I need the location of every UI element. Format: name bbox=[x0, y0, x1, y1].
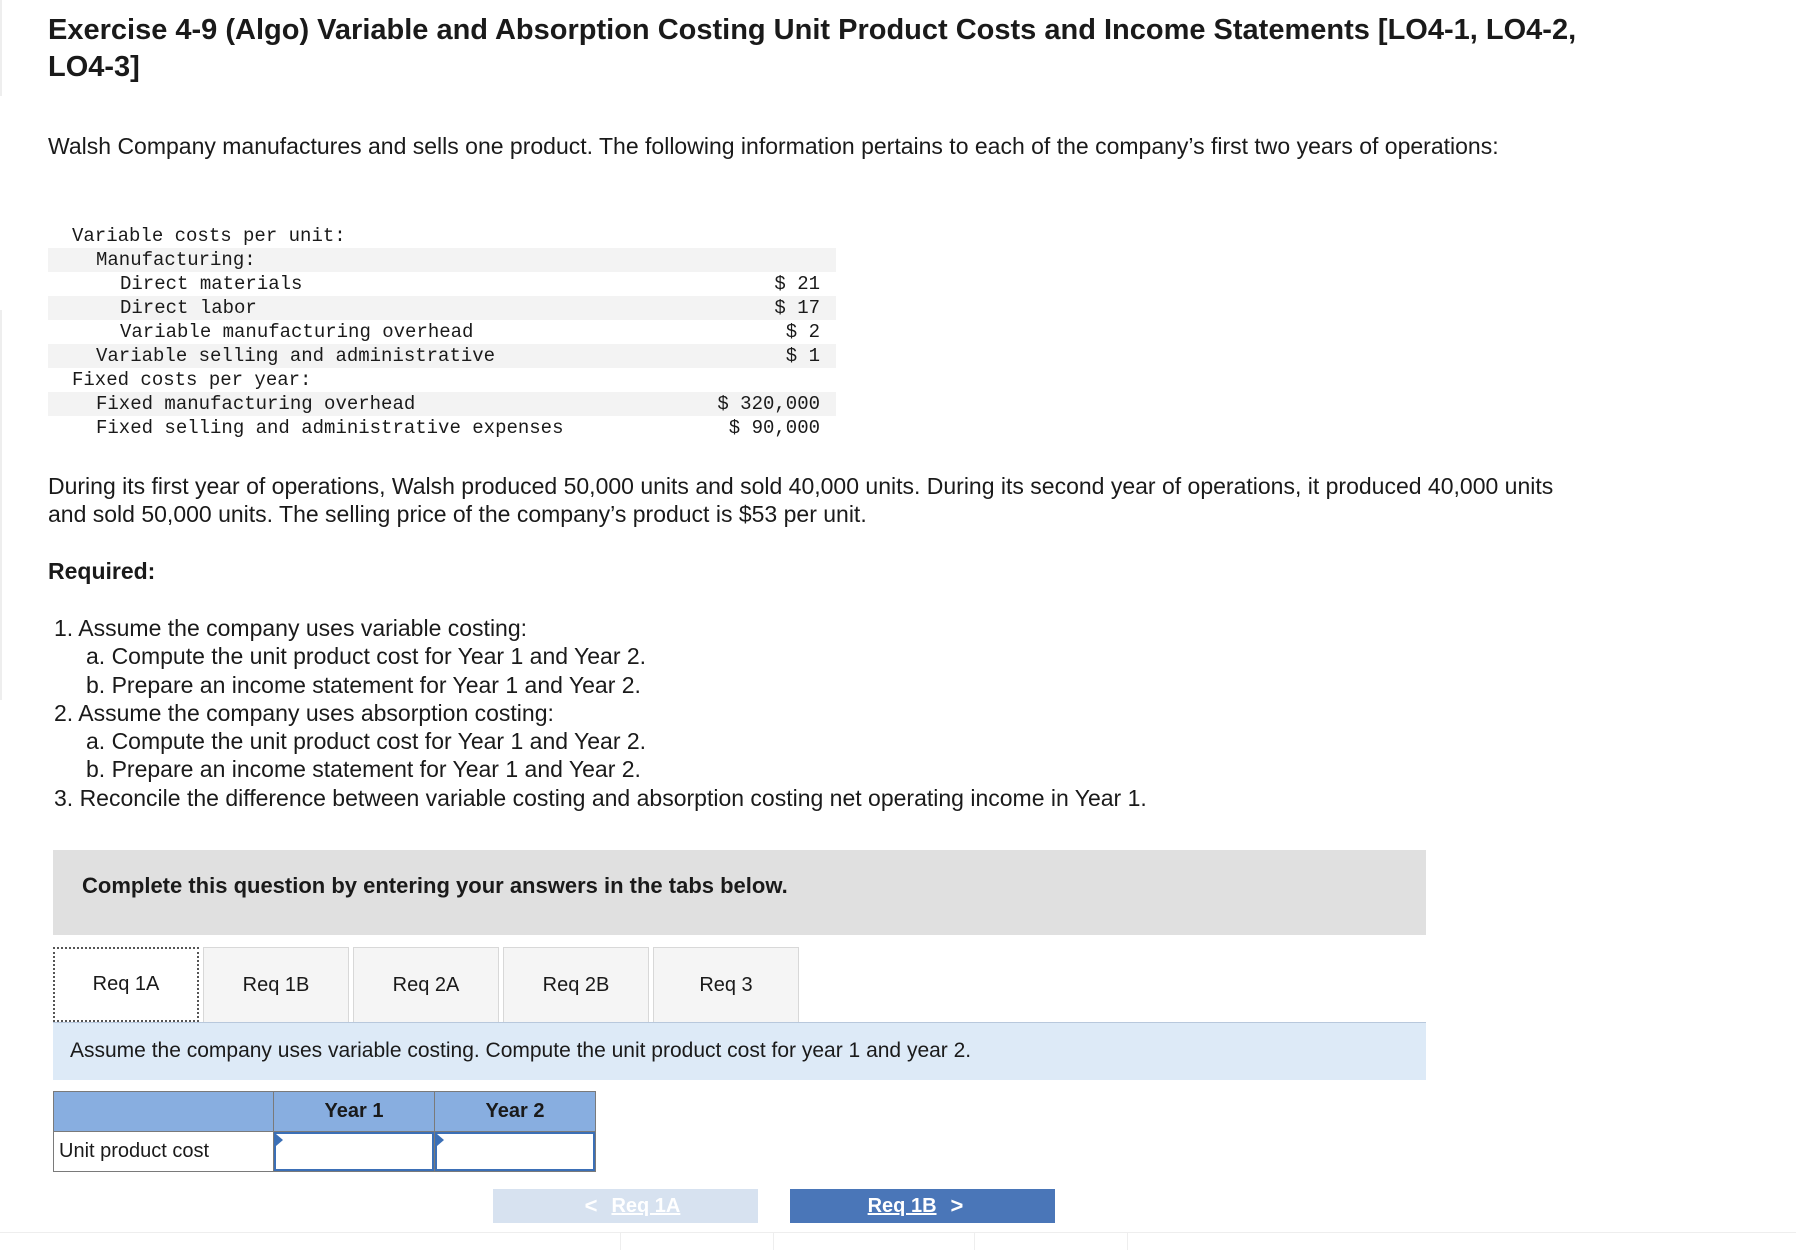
chevron-left-icon: < bbox=[584, 1193, 598, 1218]
year2-input-box bbox=[435, 1132, 595, 1171]
cost-row bbox=[48, 224, 836, 248]
cost-value: $ 90,000 bbox=[728, 417, 820, 439]
year1-cell bbox=[274, 1132, 435, 1172]
cell-marker-icon bbox=[276, 1134, 283, 1146]
left-edge-rule bbox=[0, 0, 2, 96]
answer-header-row bbox=[54, 1092, 596, 1132]
requirement-item: 2. Assume the company uses absorption costing: bbox=[54, 699, 554, 726]
page-title: Exercise 4-9 (Algo) Variable and Absorption Costing Unit Product Costs and Income Statements [LO4-1, LO4-2, LO4-3] bbox=[48, 14, 1577, 83]
tab-req-1b[interactable]: Req 1B bbox=[203, 947, 349, 1022]
requirement-subitem: a. Compute the unit product cost for Year 1 and Year 2. bbox=[86, 643, 647, 670]
chevron-right-icon: > bbox=[950, 1193, 964, 1218]
footer-tick bbox=[1127, 1233, 1128, 1250]
required-heading: Required: bbox=[48, 558, 156, 584]
tab-instruction: Assume the company uses variable costing. Compute the unit product cost for year 1 and year 2. bbox=[53, 1023, 1426, 1080]
tab-req-1a[interactable]: Req 1A bbox=[53, 947, 199, 1022]
cost-value bbox=[689, 368, 836, 392]
cost-row bbox=[48, 320, 836, 344]
cost-value bbox=[689, 248, 836, 272]
cost-label: Variable manufacturing overhead bbox=[120, 321, 474, 343]
cost-label: Fixed selling and administrative expenses bbox=[96, 417, 564, 439]
cost-label: Direct materials bbox=[120, 273, 303, 295]
cost-value: $ 2 bbox=[785, 321, 820, 343]
cost-value bbox=[689, 224, 836, 248]
tab-req-2b[interactable]: Req 2B bbox=[503, 947, 649, 1022]
cell-marker-icon bbox=[437, 1134, 444, 1146]
cost-data-table bbox=[48, 224, 836, 440]
cost-label: Manufacturing: bbox=[48, 248, 689, 272]
cost-value: $ 17 bbox=[689, 296, 836, 320]
cost-row bbox=[48, 296, 836, 320]
tab-req-3[interactable]: Req 3 bbox=[653, 947, 799, 1022]
cost-value: $ 1 bbox=[689, 344, 836, 368]
cost-row bbox=[48, 248, 836, 272]
cost-label: Fixed manufacturing overhead bbox=[48, 392, 689, 416]
requirement-subitem: b. Prepare an income statement for Year 1 and Year 2. bbox=[86, 756, 641, 783]
footer-tick bbox=[773, 1233, 774, 1250]
year1-input-box bbox=[274, 1132, 434, 1171]
cost-label: Variable selling and administrative bbox=[48, 344, 689, 368]
cost-row bbox=[48, 272, 836, 296]
prev-req-button[interactable] bbox=[493, 1189, 758, 1223]
footer-tick bbox=[974, 1233, 975, 1250]
cost-row bbox=[48, 344, 836, 368]
footer-divider bbox=[0, 1232, 1796, 1233]
requirement-item: 1. Assume the company uses variable costing: bbox=[54, 615, 528, 641]
answer-header-blank bbox=[54, 1092, 274, 1132]
requirement-subitem: a. Compute the unit product cost for Year 1 and Year 2. bbox=[86, 728, 647, 755]
year1-unit-cost-input[interactable] bbox=[276, 1134, 432, 1169]
intro-paragraph: Walsh Company manufactures and sells one product. The following information pertains to each of the company’s first two years of operations: bbox=[48, 133, 1499, 159]
year2-cell bbox=[435, 1132, 596, 1172]
next-req-button[interactable] bbox=[790, 1189, 1055, 1223]
answer-header-year2: Year 2 bbox=[435, 1092, 596, 1132]
requirement-tabs bbox=[53, 947, 803, 1023]
cost-value: $ 21 bbox=[774, 273, 820, 295]
cost-label: Variable costs per unit: bbox=[72, 225, 346, 247]
answer-row bbox=[54, 1132, 596, 1172]
left-edge-rule bbox=[0, 310, 2, 700]
cost-value: $ 320,000 bbox=[689, 392, 836, 416]
cost-row bbox=[48, 416, 836, 440]
year2-unit-cost-input[interactable] bbox=[437, 1134, 593, 1169]
cost-row bbox=[48, 392, 836, 416]
footer-tick bbox=[620, 1233, 621, 1250]
answer-header-year1: Year 1 bbox=[274, 1092, 435, 1132]
cost-row bbox=[48, 368, 836, 392]
instructions-banner: Complete this question by entering your answers in the tabs below. bbox=[53, 850, 1426, 935]
requirements-list bbox=[54, 614, 1554, 812]
next-req-label: Req 1B bbox=[867, 1194, 937, 1217]
cost-label: Fixed costs per year: bbox=[72, 369, 312, 391]
requirement-item: 3. Reconcile the difference between variable costing and absorption costing net operating income in Year 1. bbox=[54, 784, 1147, 811]
unit-product-cost-label: Unit product cost bbox=[54, 1132, 274, 1172]
tab-req-2a[interactable]: Req 2A bbox=[353, 947, 499, 1022]
prev-req-label: Req 1A bbox=[611, 1194, 681, 1217]
answer-table bbox=[53, 1091, 596, 1172]
cost-label: Direct labor bbox=[48, 296, 689, 320]
requirement-subitem: b. Prepare an income statement for Year 1 and Year 2. bbox=[86, 671, 641, 698]
production-paragraph: During its first year of operations, Walsh produced 50,000 units and sold 40,000 units. During its second year of operations, it produced 40,000 units and sold 50,000 units. The selling price of the company’s product is $53 per unit. bbox=[48, 473, 1554, 527]
